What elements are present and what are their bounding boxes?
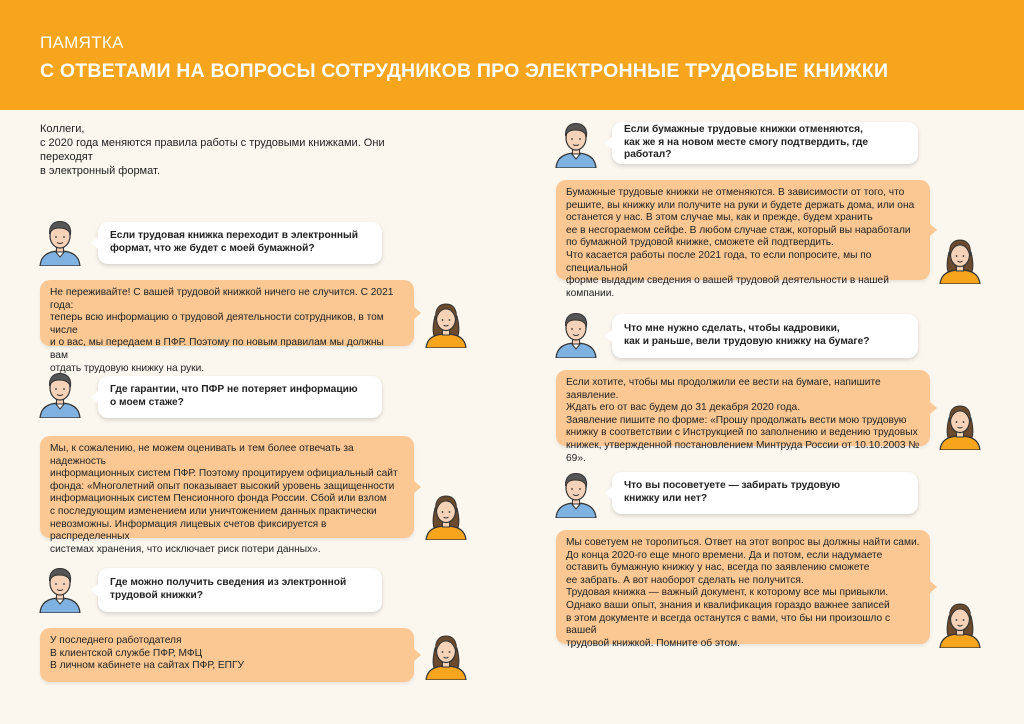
woman-avatar-icon — [424, 632, 468, 680]
answer-text: Мы, к сожалению, не можем оценивать и тем более отвечать за надежность информационных систем ПФР. Поэтому процитируем официальный сайт фонда: «Многолетний опыт показывает высокий уровень защищенности информационных систем Пенсионного фонда России. Сбой или взлом с последующим изменением или уничтожением данных практически невозможны. Информация лицевых счетов фиксируется в распределенных системах хранения, что исключает риск потери данных». — [50, 443, 398, 555]
question-text: Что вы посоветуете — забирать трудовую книжку или нет? — [624, 480, 841, 504]
question-bubble — [612, 314, 918, 358]
intro-greeting: Коллеги, — [40, 123, 85, 135]
answer-text: У последнего работодателя В клиентской службе ПФР, МФЦ В личном кабинете на сайтах ПФР, ЕПГУ — [50, 635, 244, 672]
man-avatar-icon — [554, 310, 598, 358]
answer-text: Если хотите, чтобы мы продолжили ее вести на бумаге, напишите заявление. Ждать его от вас будем до 31 декабря 2020 года. Заявление пишите по форме: «Прошу продолжать вести мою трудовую книжку в соответствии с Инструкцией по заполнению и ведению трудовых книжек, утвержденной постановлением Минтруда России от 10.10.2003 № 69». — [566, 377, 920, 464]
man-avatar-icon — [554, 470, 598, 518]
woman-avatar-icon — [424, 300, 468, 348]
question-bubble — [612, 122, 918, 164]
header-title: С ОТВЕТАМИ НА ВОПРОСЫ СОТРУДНИКОВ ПРО ЭЛЕКТРОННЫЕ ТРУДОВЫЕ КНИЖКИ — [40, 60, 889, 82]
woman-avatar-icon — [938, 600, 982, 648]
man-avatar-icon — [38, 370, 82, 418]
intro-text — [40, 122, 440, 178]
question-text: Что мне нужно сделать, чтобы кадровики, как и раньше, вели трудовую книжку на бумаге? — [624, 323, 870, 347]
question-bubble — [98, 222, 382, 264]
question-text: Если трудовая книжка переходит в электронный формат, что же будет с моей бумажной? — [110, 230, 359, 254]
answer-bubble — [556, 370, 930, 464]
question-bubble — [98, 376, 382, 418]
intro-body: с 2020 года меняются правила работы с трудовыми книжками. Они переходят в электронный формат. — [40, 137, 385, 177]
question-text: Где гарантии, что ПФР не потеряет информацию о моем стаже? — [110, 384, 358, 408]
header-banner — [0, 0, 1024, 110]
man-avatar-icon — [38, 218, 82, 266]
header-supertitle: ПАМЯТКА — [40, 33, 124, 52]
answer-bubble — [40, 436, 414, 555]
man-avatar-icon — [554, 120, 598, 168]
woman-avatar-icon — [424, 492, 468, 540]
answer-bubble — [556, 530, 930, 649]
answer-text: Бумажные трудовые книжки не отменяются. В зависимости от того, что решите, вы книжку или получите на руки и будете держать дома, или она останется у нас. В этом случае мы, как и прежде, будем хранить ее в несгораемом сейфе. В любом случае стаж, который вы наработали по бумажной трудовой книжке, сможете ей подтвердить. Что касается работы после 2021 года, то если попросите, мы по специальной форме выдадим сведения о вашей трудовой деятельности в нашей компании. — [566, 187, 915, 299]
question-bubble — [612, 472, 918, 514]
woman-avatar-icon — [938, 402, 982, 450]
question-text: Где можно получить сведения из электронной трудовой книжки? — [110, 577, 347, 601]
man-avatar-icon — [38, 565, 82, 613]
answer-bubble — [40, 280, 414, 374]
question-text: Если бумажные трудовые книжки отменяются, как же я на новом месте смогу подтвердить, где работал? — [624, 124, 869, 161]
answer-bubble — [40, 628, 414, 682]
woman-avatar-icon — [938, 236, 982, 284]
answer-bubble — [556, 180, 930, 299]
question-bubble — [98, 568, 382, 612]
answer-text: Не переживайте! С вашей трудовой книжкой ничего не случится. С 2021 года: теперь всю информацию о трудовой деятельности сотрудников, в том числе и о вас, мы передаем в ПФР. Поэтому по новым правилам мы должны вам отдать трудовую книжку на руки. — [50, 287, 394, 374]
answer-text: Мы советуем не торопиться. Ответ на этот вопрос вы должны найти сами. До конца 2020-го еще много времени. Да и потом, если надумаете оставить бумажную книжку у нас, всегда по заявлению сможете ее забрать. А вот наоборот сделать не получится. Трудовая книжка — важный документ, к которому все мы привыкли. Однако ваши опыт, знания и квалификация гораздо важнее записей в этом документе и всегда останутся с вами, что бы ни произошло с вашей трудовой книжкой. Помните об этом. — [566, 537, 920, 649]
